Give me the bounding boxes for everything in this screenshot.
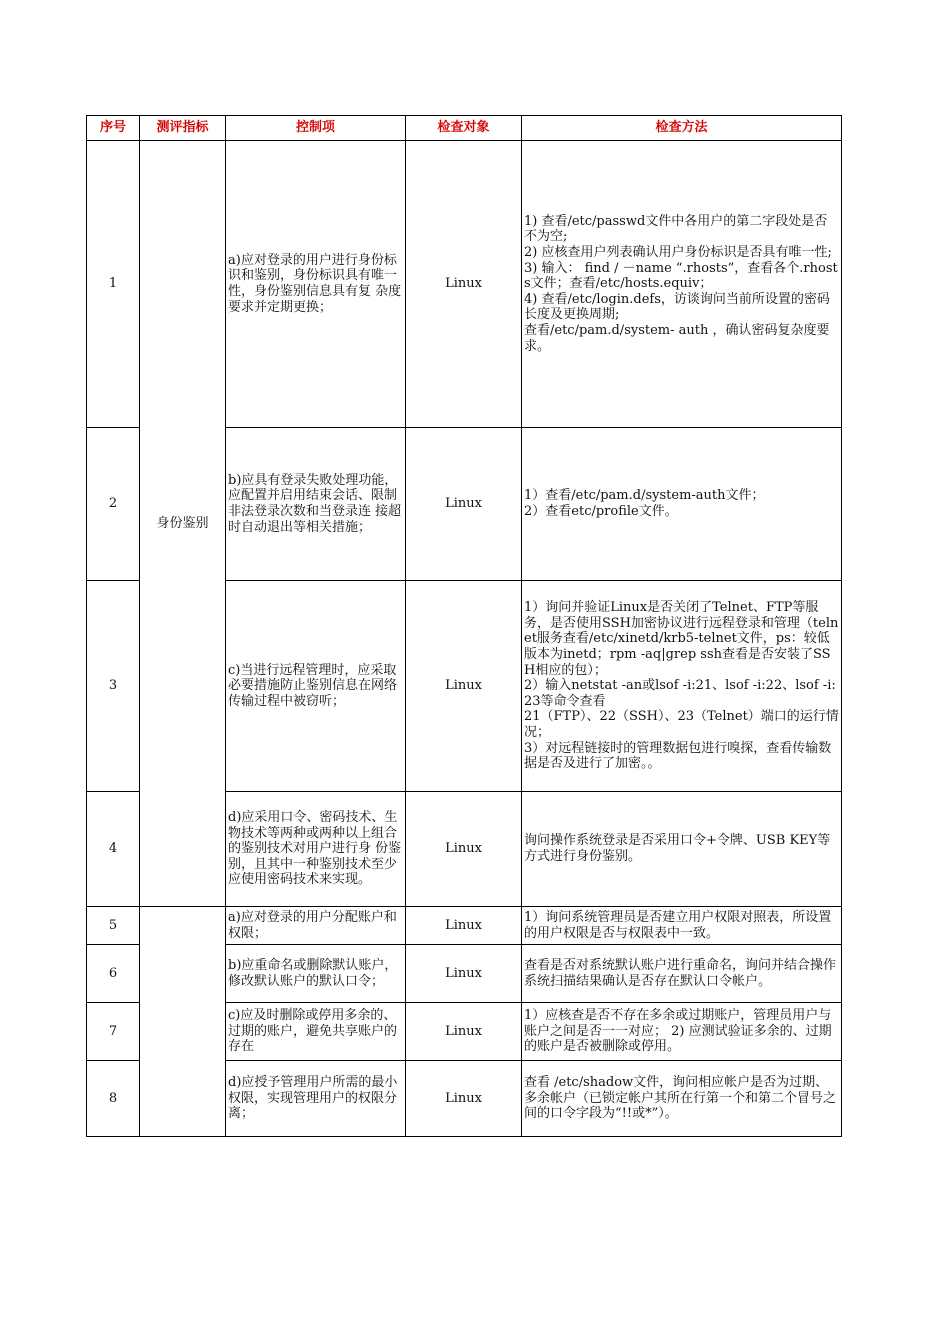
object-cell: Linux: [406, 428, 522, 581]
header-indicator: 测评指标: [140, 116, 226, 141]
control-cell: d)应授予管理用户所需的最小权限，实现管理用户的权限分离；: [226, 1061, 406, 1137]
control-cell: b)应重命名或删除默认账户，修改默认账户的默认口令；: [226, 945, 406, 1003]
header-row: [87, 116, 842, 141]
method-cell: 1）查看/etc/pam.d/system-auth文件； 2）查看etc/profile文件。: [522, 428, 842, 581]
method-cell: 1）询问系统管理员是否建立用户权限对照表，所设置的用户权限是否与权限表中一致。: [522, 907, 842, 945]
method-cell: 询问操作系统登录是否采用口令+令牌、USB KEY等方式进行身份鉴别。: [522, 792, 842, 907]
method-cell: 查看是否对系统默认账户进行重命名，询问并结合操作系统扫描结果确认是否存在默认口令帐户。: [522, 945, 842, 1003]
indicator-cell: [140, 907, 226, 1137]
control-cell: d)应采用口令、密码技术、生物技术等两种或两种以上组合的鉴别技术对用户进行身 份鉴别，且其中一种鉴别技术至少应使用密码技术来实现。: [226, 792, 406, 907]
method-cell: 1）应核查是否不存在多余或过期账户，管理员用户与账户之间是否一一对应； 2) 应测试验证多余的、过期的账户是否被删除或停用。: [522, 1003, 842, 1061]
row-seq: 3: [87, 581, 140, 792]
row-seq: 7: [87, 1003, 140, 1061]
header-method: 检查方法: [522, 116, 842, 141]
method-cell: 1）询问并验证Linux是否关闭了Telnet、FTP等服务，是否使用SSH加密协议进行远程登录和管理（telnet服务查看/etc/xinetd/krb5-telnet文件，ps：较低版本为inetd；rpm -aq|grep ssh查看是否安装了SSH相应的包）； 2）输入netstat -an或lsof -i:21、lsof -i:22、lsof -i:23等命令查看 21（FTP）、22（SSH）、23（Telnet）端口的运行情况； 3）对远程链接时的管理数据包进行嗅探，查看传输数据是否及进行了加密。。: [522, 581, 842, 792]
row-seq: 2: [87, 428, 140, 581]
object-cell: Linux: [406, 1003, 522, 1061]
table-row: [87, 907, 842, 945]
control-cell: b)应具有登录失败处理功能，应配置并启用结束会话、限制非法登录次数和当登录连 接超时自动退出等相关措施；: [226, 428, 406, 581]
row-seq: 1: [87, 141, 140, 428]
row-seq: 8: [87, 1061, 140, 1137]
object-cell: Linux: [406, 141, 522, 428]
control-cell: a)应对登录的用户进行身份标识和鉴别，身份标识具有唯一性，身份鉴别信息具有复 杂度要求并定期更换；: [226, 141, 406, 428]
header-control: 控制项: [226, 116, 406, 141]
object-cell: Linux: [406, 945, 522, 1003]
method-cell: 查看 /etc/shadow文件，询问相应帐户是否为过期、多余帐户（已锁定帐户其所在行第一个和第二个冒号之间的口令字段为“!!或*”）。: [522, 1061, 842, 1137]
method-cell: 1) 查看/etc/passwd文件中各用户的第二字段处是否不为空; 2) 应核查用户列表确认用户身份标识是否具有唯一性; 3) 输入： find / －name “.rhosts”，查看各个.rhosts文件；查看/etc/hosts.equiv； 4) 查看/etc/login.defs，访谈询问当前所设置的密码长度及更换周期; 查看/etc/pam.d/system- auth ，确认密码复杂度要求。: [522, 141, 842, 428]
header-seq: 序号: [87, 116, 140, 141]
row-seq: 4: [87, 792, 140, 907]
control-cell: c)应及时删除或停用多余的、过期的账户，避免共享账户的存在: [226, 1003, 406, 1061]
object-cell: Linux: [406, 907, 522, 945]
control-cell: c)当进行远程管理时，应采取必要措施防止鉴别信息在网络传输过程中被窃听；: [226, 581, 406, 792]
row-seq: 5: [87, 907, 140, 945]
row-seq: 6: [87, 945, 140, 1003]
table-row: [87, 141, 842, 428]
indicator-cell: 身份鉴别: [140, 141, 226, 907]
object-cell: Linux: [406, 792, 522, 907]
object-cell: Linux: [406, 581, 522, 792]
control-cell: a)应对登录的用户分配账户和权限；: [226, 907, 406, 945]
header-object: 检查对象: [406, 116, 522, 141]
assessment-table: [86, 115, 842, 1137]
object-cell: Linux: [406, 1061, 522, 1137]
